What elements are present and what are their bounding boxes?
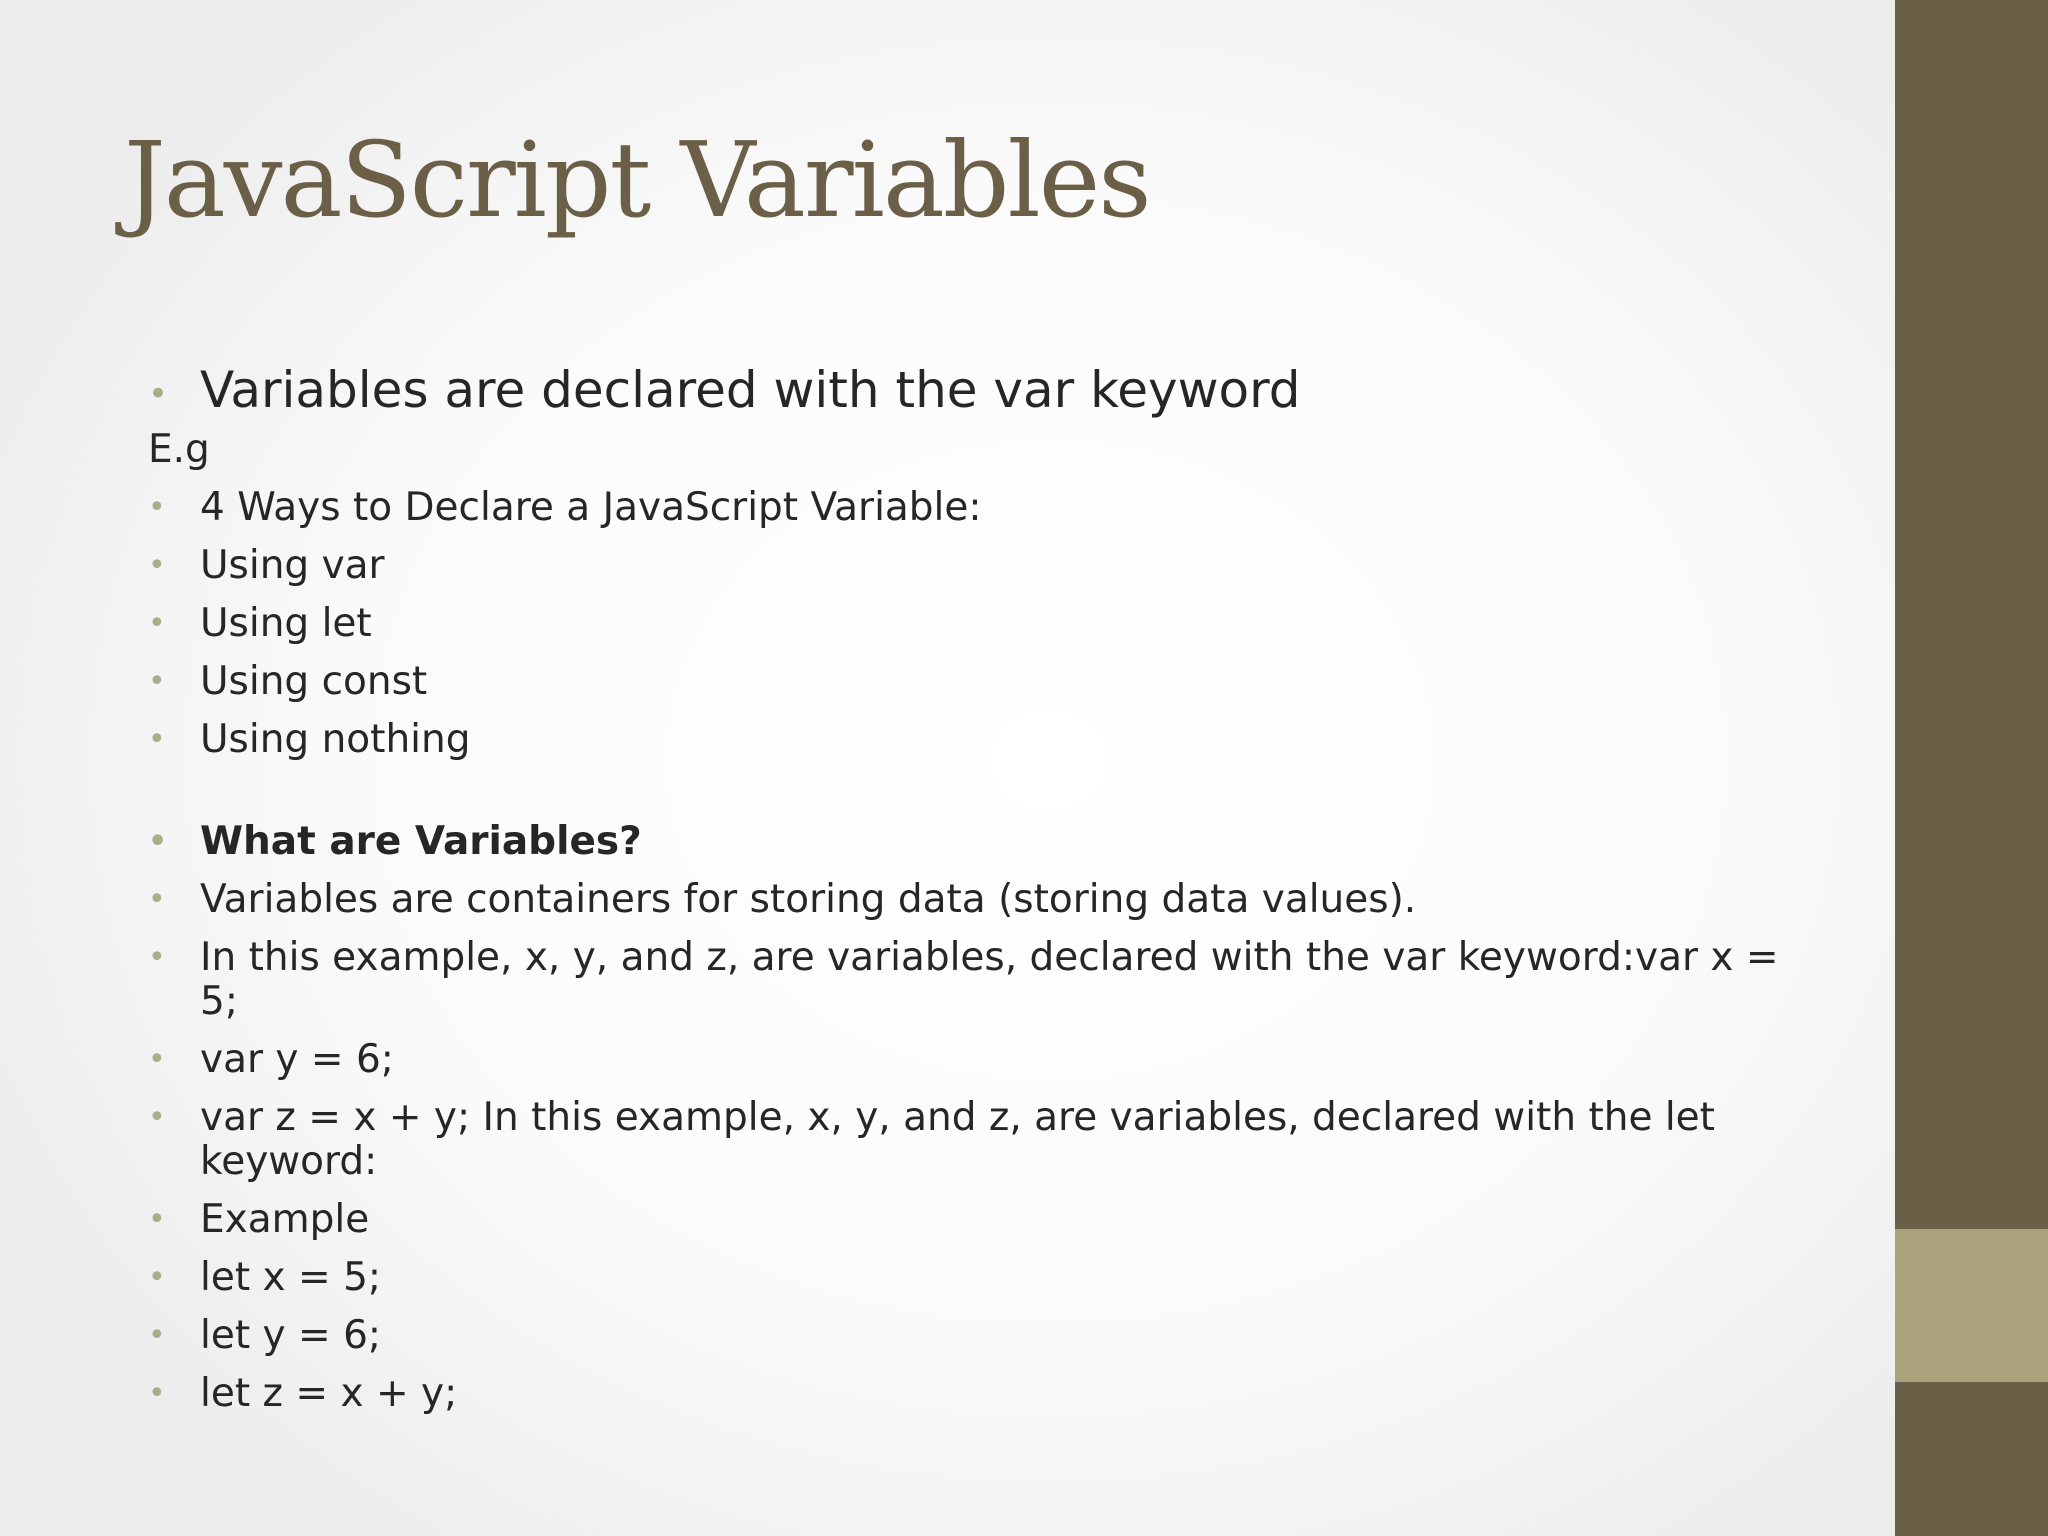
slide-content	[148, 360, 1788, 1430]
bullet-icon: •	[148, 490, 166, 525]
bullet-text: 4 Ways to Declare a JavaScript Variable:	[200, 485, 982, 530]
bullet-item-heading	[148, 820, 1788, 864]
bullet-item	[148, 1038, 1788, 1082]
bullet-icon: •	[148, 1376, 166, 1411]
bullet-text: Using const	[200, 659, 428, 704]
bullet-text: Variables are containers for storing data (storing data values).	[200, 877, 1417, 922]
bullet-icon: •	[148, 1100, 166, 1135]
slide-title: JavaScript Variables	[124, 119, 1150, 241]
bullet-item	[148, 1314, 1788, 1358]
bullet-item	[148, 360, 1788, 420]
bullet-icon: •	[148, 722, 166, 757]
bullet-icon: •	[148, 664, 166, 699]
bullet-text: Using var	[200, 543, 385, 588]
line-text: E.g	[148, 427, 210, 472]
bullet-icon: •	[148, 548, 166, 583]
bullet-item	[148, 660, 1788, 704]
bullet-text: let z = x + y;	[200, 1371, 458, 1416]
bullet-text: In this example, x, y, and z, are variables, declared with the var keyword:var x = 5;	[200, 935, 1779, 1024]
bullet-icon: •	[148, 882, 166, 917]
bullet-icon: •	[148, 824, 168, 859]
bullet-icon: •	[148, 374, 169, 414]
bullet-text: What are Variables?	[200, 819, 642, 864]
bullet-item	[148, 1198, 1788, 1242]
bullet-item	[148, 544, 1788, 588]
bullet-icon: •	[148, 606, 166, 641]
bullet-item	[148, 602, 1788, 646]
bullet-text: Example	[200, 1197, 370, 1242]
bullet-item	[148, 486, 1788, 530]
bullet-text: Variables are declared with the var keyword	[200, 361, 1301, 419]
bullet-text: let x = 5;	[200, 1255, 382, 1300]
bullet-icon: •	[148, 1042, 166, 1077]
bullet-item	[148, 718, 1788, 762]
bullet-item	[148, 1372, 1788, 1416]
bullet-text: Using let	[200, 601, 372, 646]
bullet-text: let y = 6;	[200, 1313, 382, 1358]
sidebar-accent-block	[1895, 1229, 2048, 1382]
bullet-icon: •	[148, 1318, 166, 1353]
bullet-item	[148, 936, 1788, 1024]
bullet-item	[148, 1096, 1788, 1184]
bullet-item	[148, 878, 1788, 922]
bullet-icon: •	[148, 1202, 166, 1237]
bullet-item	[148, 1256, 1788, 1300]
bullet-text: var z = x + y; In this example, x, y, and z, are variables, declared with the let keyword:	[200, 1095, 1715, 1184]
bullet-icon: •	[148, 940, 166, 975]
bullet-text: Using nothing	[200, 717, 471, 762]
bullet-icon: •	[148, 1260, 166, 1295]
plain-line	[148, 428, 1788, 472]
bullet-text: var y = 6;	[200, 1037, 394, 1082]
